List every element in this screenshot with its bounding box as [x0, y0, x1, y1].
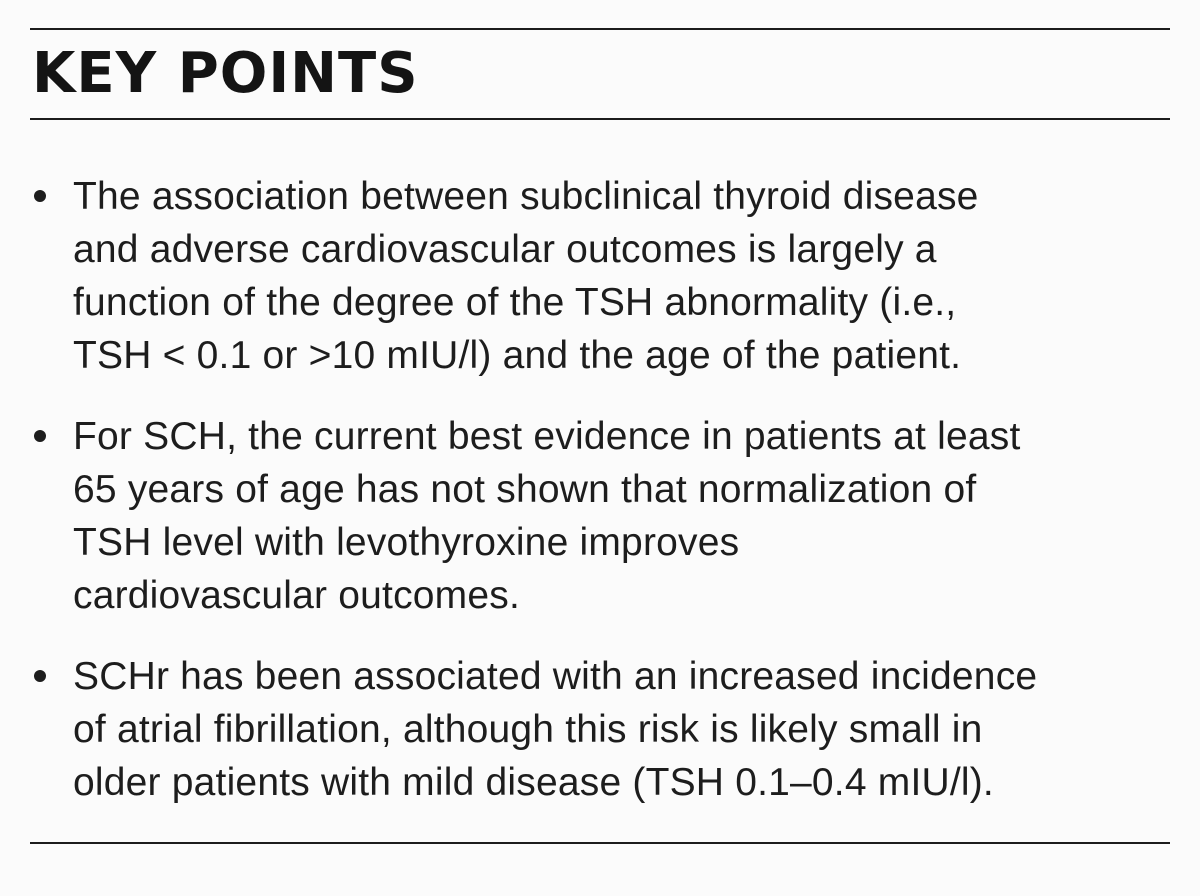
- top-rule: [30, 28, 1170, 30]
- text-line: and adverse cardiovascular outcomes is largely a: [73, 228, 937, 271]
- text-line: of atrial fibrillation, although this risk is likely small in: [73, 708, 983, 751]
- key-points-list: [0, 170, 1200, 837]
- key-point-2: [0, 410, 1163, 622]
- key-point-3: [0, 650, 1163, 809]
- text-line: older patients with mild disease (TSH 0.1–0.4 mIU/l).: [73, 761, 994, 804]
- text-line: The association between subclinical thyroid disease: [73, 175, 979, 218]
- bullet-icon: [34, 190, 46, 202]
- section-heading: KEY POINTS: [32, 41, 419, 106]
- text-line: function of the degree of the TSH abnormality (i.e.,: [73, 281, 957, 324]
- text-line: TSH < 0.1 or >10 mIU/l) and the age of the patient.: [73, 334, 962, 377]
- text-line: SCHr has been associated with an increased incidence: [73, 655, 1038, 698]
- bullet-icon: [34, 430, 46, 442]
- text-line: cardiovascular outcomes.: [73, 574, 520, 617]
- bullet-icon: [34, 670, 46, 682]
- text-line: TSH level with levothyroxine improves: [73, 521, 740, 564]
- heading-rule: [30, 118, 1170, 120]
- text-line: For SCH, the current best evidence in patients at least: [73, 415, 1021, 458]
- bottom-rule: [30, 842, 1170, 844]
- text-line: 65 years of age has not shown that normalization of: [73, 468, 977, 511]
- key-point-1: [0, 170, 1163, 382]
